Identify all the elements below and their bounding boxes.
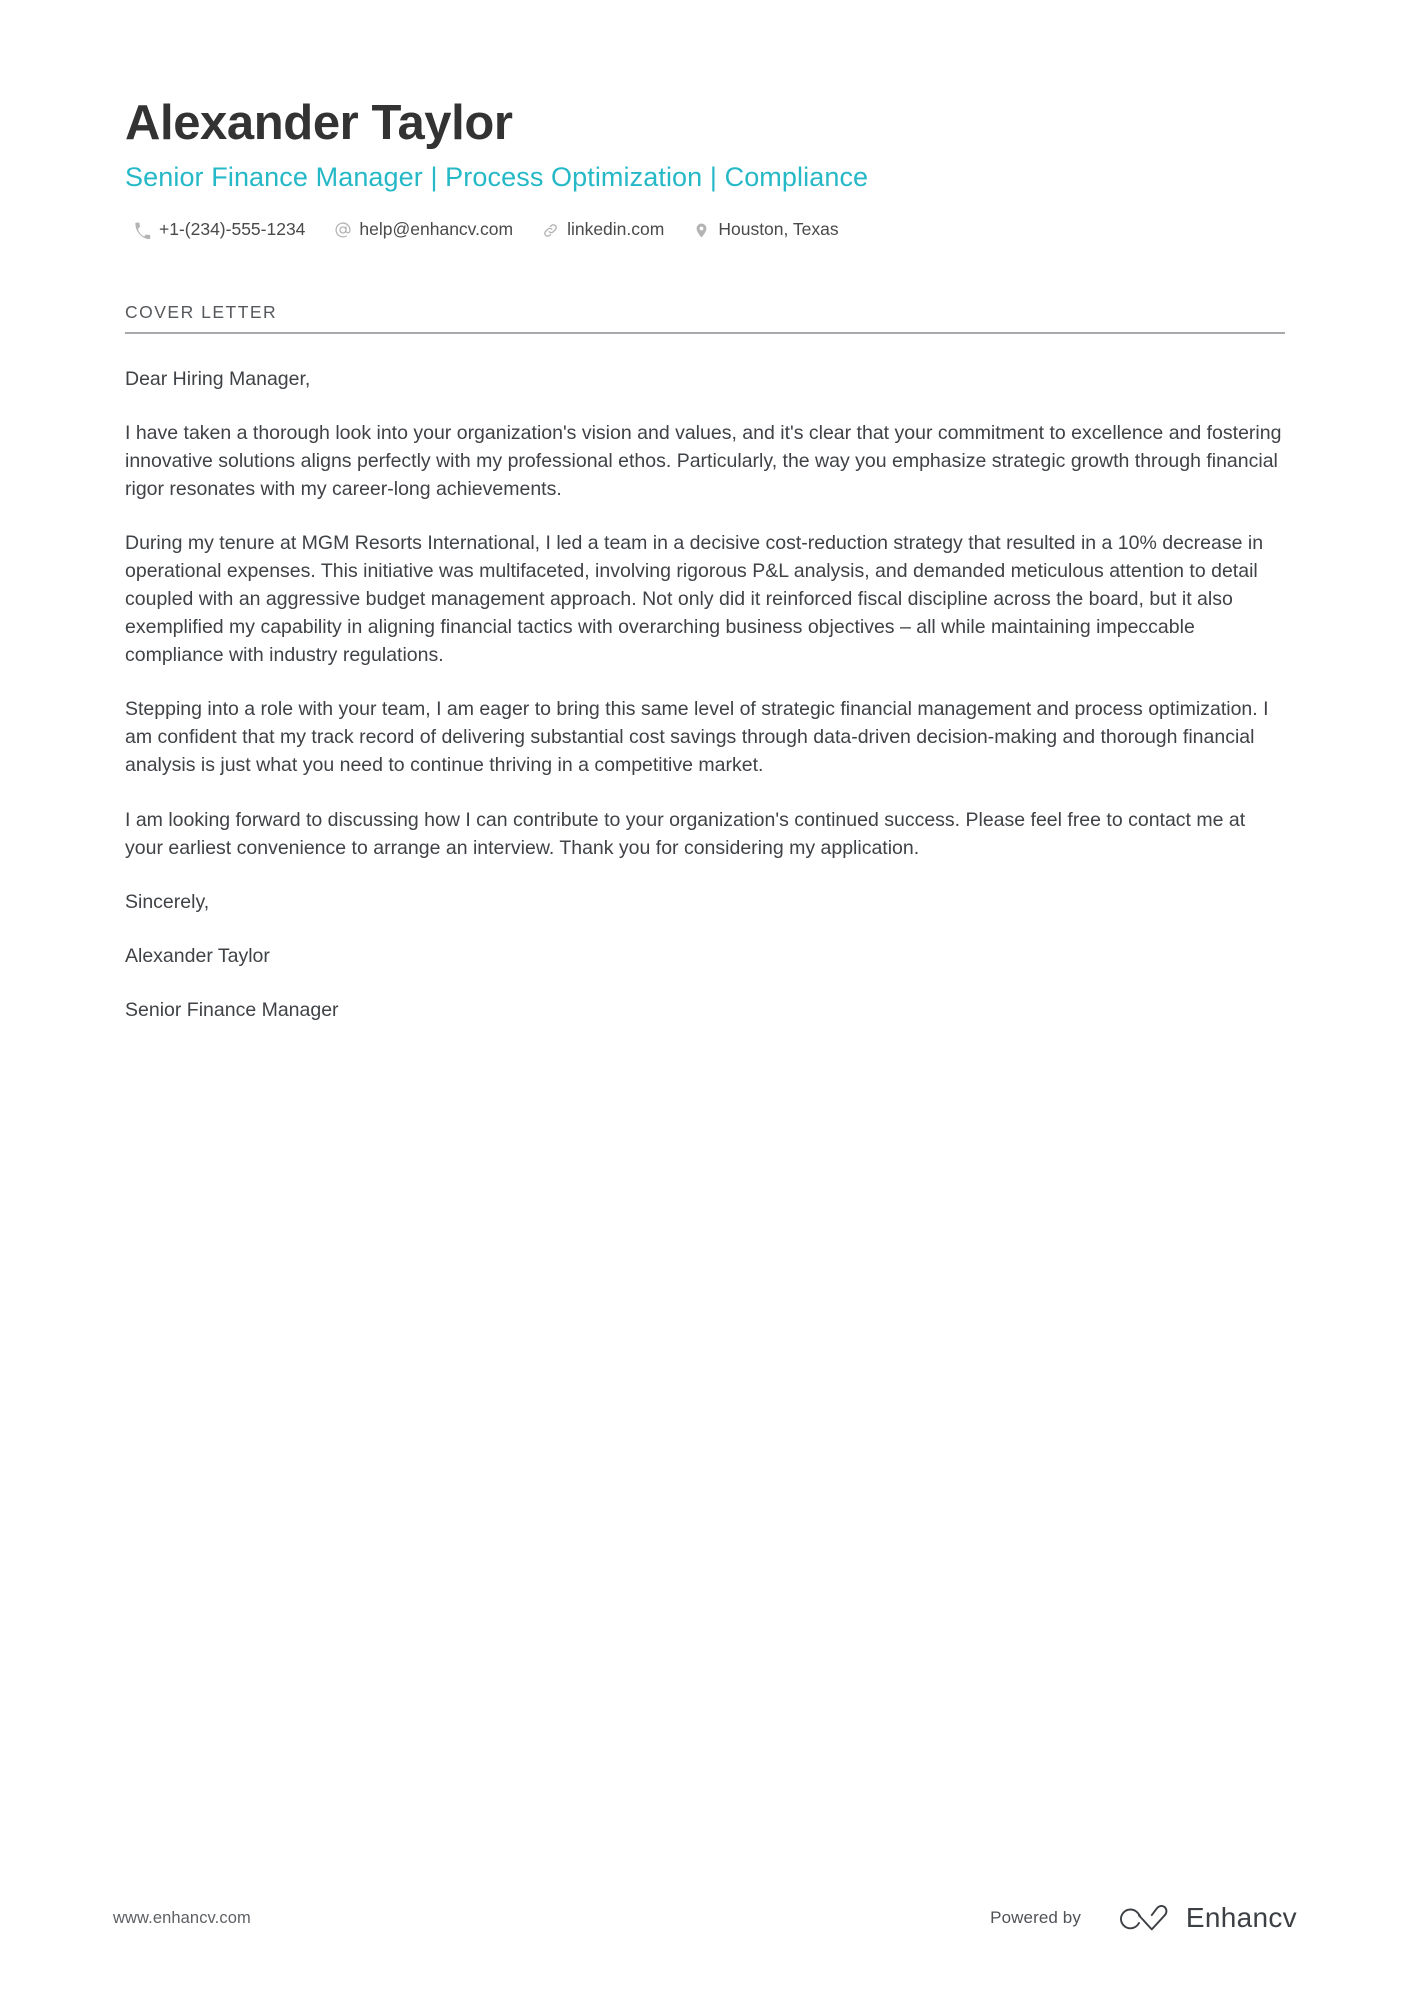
footer-branding bbox=[990, 1903, 1297, 1933]
letter-paragraph-1: I have taken a thorough look into your organization's vision and values, and it's clear that your commitment to excellence and fostering innovative solutions aligns perfectly with my professional ethos. Particularly, the way you emphasize strategic growth through financial rigor resonates with my career-long achievements. bbox=[125, 421, 1282, 500]
email-icon bbox=[333, 221, 352, 240]
letter-signature-name: Alexander Taylor bbox=[125, 944, 270, 967]
letter-paragraph-4: I am looking forward to discussing how I can contribute to your organization's continued success. Please feel free to contact me at your earliest convenience to arrange an interview. Thank you for considering my application. bbox=[125, 808, 1246, 859]
cover-letter-section bbox=[0, 302, 1410, 1024]
letter-closing: Sincerely, bbox=[125, 890, 210, 913]
letter-paragraph-2: During my tenure at MGM Resorts International, I led a team in a decisive cost-reduction strategy that resulted in a 10% decrease in operational expenses. This initiative was multifaceted, involving rigorous P&L analysis, and demanded meticulous attention to detail coupled with an aggressive budget management approach. Not only did it reinforced fiscal discipline across the board, but it also exemplified my capability in aligning financial tactics with overarching business objectives – all while maintaining impeccable compliance with industry regulations. bbox=[125, 531, 1264, 667]
contact-item-email[interactable] bbox=[333, 221, 513, 240]
contact-phone-text: +1-(234)-555-1234 bbox=[159, 219, 306, 240]
contact-item-location[interactable] bbox=[692, 221, 838, 240]
contact-location-text: Houston, Texas bbox=[718, 219, 839, 240]
candidate-headline: Senior Finance Manager | Process Optimization | Compliance bbox=[125, 161, 869, 192]
section-title-cover-letter: COVER LETTER bbox=[125, 301, 278, 322]
footer-website-link[interactable]: www.enhancv.com bbox=[113, 1908, 251, 1927]
location-pin-icon bbox=[692, 221, 711, 240]
link-icon bbox=[541, 221, 560, 240]
contact-row bbox=[125, 221, 1285, 240]
contact-link-text: linkedin.com bbox=[567, 219, 665, 240]
contact-item-phone[interactable] bbox=[133, 221, 305, 240]
document-header bbox=[0, 0, 1410, 240]
letter-body bbox=[125, 365, 1285, 1024]
contact-email-text: help@enhancv.com bbox=[359, 219, 514, 240]
contact-item-link[interactable] bbox=[541, 221, 664, 240]
enhancv-logo-icon bbox=[1117, 1903, 1173, 1933]
enhancv-brand-lockup[interactable] bbox=[1117, 1903, 1297, 1933]
section-divider bbox=[125, 332, 1285, 334]
powered-by-label: Powered by bbox=[990, 1908, 1081, 1927]
phone-icon bbox=[133, 221, 152, 240]
enhancv-brand-name: Enhancv bbox=[1185, 1902, 1297, 1933]
letter-salutation: Dear Hiring Manager, bbox=[125, 367, 311, 390]
letter-paragraph-3: Stepping into a role with your team, I am eager to bring this same level of strategic financial management and process optimization. I am confident that my track record of delivering substantial cost savings through data-driven decision-making and thorough financial analysis is just what you need to continue thriving in a competitive market. bbox=[125, 698, 1269, 777]
letter-signature-title: Senior Finance Manager bbox=[125, 998, 339, 1021]
candidate-name: Alexander Taylor bbox=[125, 96, 513, 150]
document-footer bbox=[0, 1903, 1410, 1933]
